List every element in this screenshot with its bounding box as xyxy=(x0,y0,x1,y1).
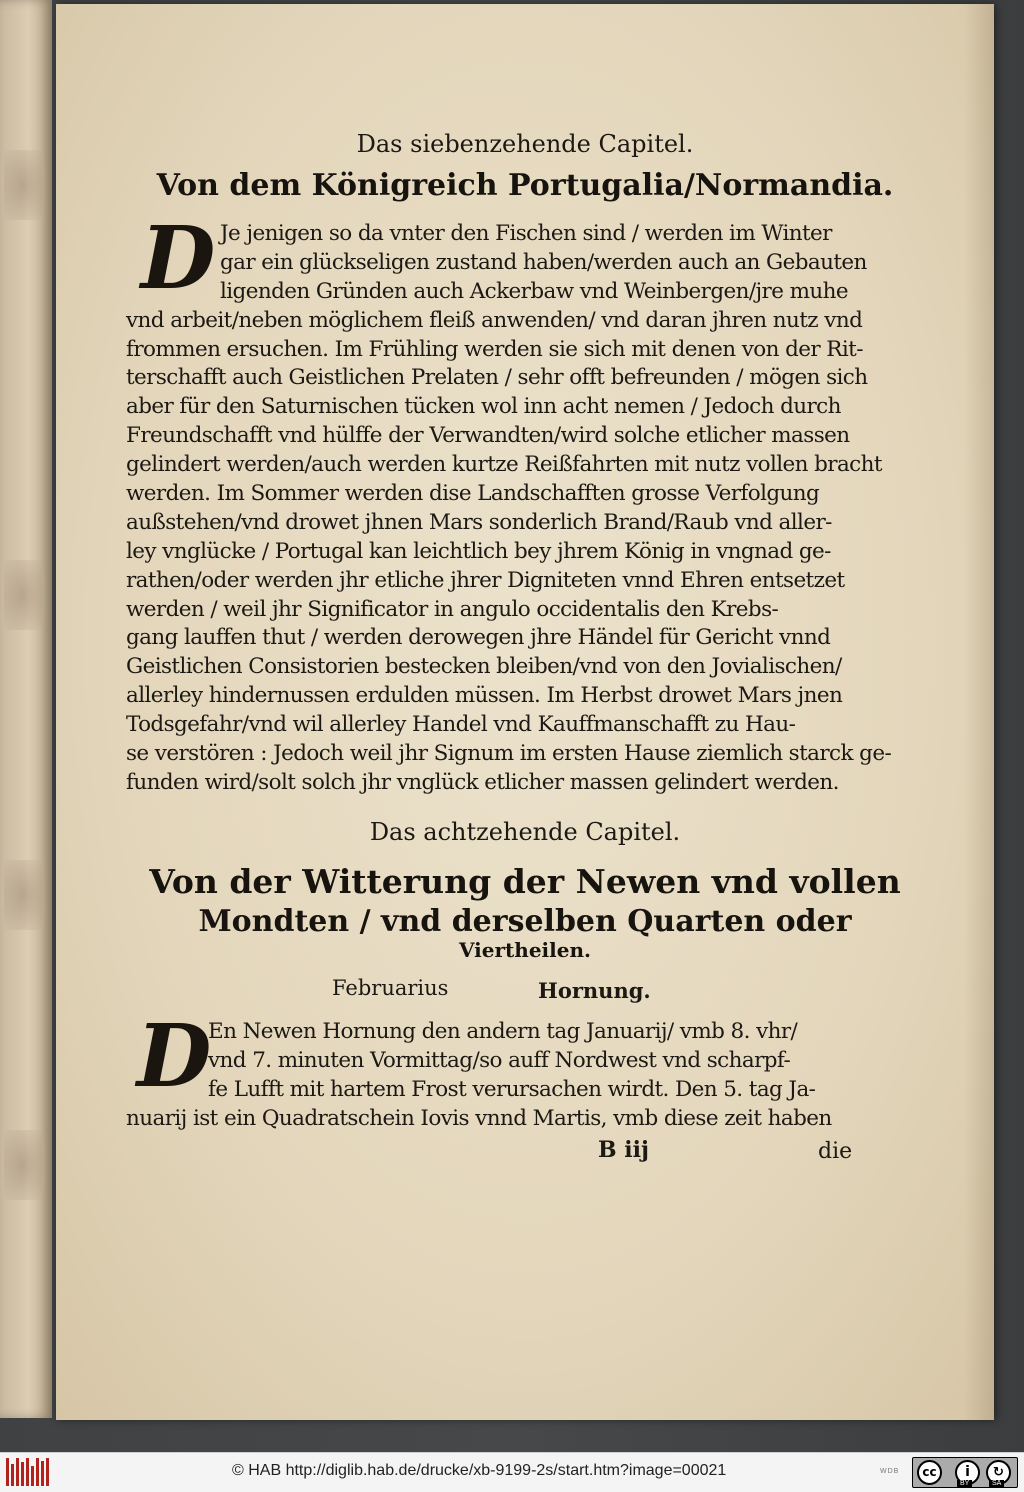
by-label: BY xyxy=(957,1480,972,1487)
chapter18-title-line1: Von der Witterung der Newen vnd vollen xyxy=(149,862,901,901)
ch17-line: aber für den Saturnischen tücken wol inn acht nemen / Jedoch durch xyxy=(126,394,841,420)
ch17-line: gelindert werden/auch werden kurtze Reißfahrten mit nutz vollen bracht xyxy=(126,452,882,478)
chapter18-title-line3: Viertheilen. xyxy=(459,938,591,962)
hab-logo-icon xyxy=(6,1458,50,1486)
ch18-line: fe Lufft mit hartem Frost verursachen wirdt. Den 5. tag Ja- xyxy=(208,1076,816,1102)
by-icon: i xyxy=(955,1460,980,1485)
chapter17-initial: D xyxy=(140,208,216,309)
ch17-line: ley vnglücke / Portugal kan leichtlich bey jhrem König in vngnad ge- xyxy=(126,538,831,564)
month-german: Hornung. xyxy=(538,978,651,1003)
ch17-line: gang lauffen thut / werden derowegen jhre Händel für Gericht vnnd xyxy=(126,625,831,651)
ch17-line: außstehen/vnd drowet jhnen Mars sonderlich Brand/Raub vnd aller- xyxy=(126,509,832,535)
footer-bar xyxy=(0,1452,1024,1492)
ch17-line: rathen/oder werden jhr etliche jhrer Digniteten vnnd Ehren entsetzet xyxy=(126,567,845,593)
chapter17-title: Von dem Königreich Portugalia/Normandia. xyxy=(156,168,894,203)
book-page xyxy=(56,4,994,1420)
cc-license-badge[interactable] xyxy=(912,1457,1018,1488)
ch17-line: Todsgefahr/vnd wil allerley Handel vnd Kauffmanschafft zu Hau- xyxy=(126,712,796,738)
chapter18-initial: D xyxy=(136,1006,212,1107)
copyright-link[interactable]: © HAB http://diglib.hab.de/drucke/xb-9199-2s/start.htm?image=00021 xyxy=(232,1462,727,1479)
chapter18-caption: Das achtzehende Capitel. xyxy=(369,818,681,846)
ch17-line: gar ein glückseligen zustand haben/werden auch an Gebauten xyxy=(220,249,867,275)
ch17-line: frommen ersuchen. Im Frühling werden sie sich mit denen von der Rit- xyxy=(126,336,863,362)
wdb-label: WDB xyxy=(880,1468,900,1475)
chapter18-title-line2: Mondten / vnd derselben Quarten oder xyxy=(198,904,852,939)
ch17-line: ligenden Gründen auch Ackerbaw vnd Weinbergen/jre muhe xyxy=(220,278,849,304)
cc-icon: cc xyxy=(917,1460,942,1485)
ch17-line: se verstören : Jedoch weil jhr Signum im ersten Hause ziemlich starck ge- xyxy=(126,741,892,767)
ch17-line: terschafft auch Geistlichen Prelaten / sehr offt befreunden / mögen sich xyxy=(126,365,868,391)
signature-mark: B iij xyxy=(598,1137,649,1163)
ch18-line: vnd 7. minuten Vormittag/so auff Nordwest vnd scharpf- xyxy=(208,1047,791,1073)
previous-page-edge xyxy=(0,0,52,1418)
ch17-line: werden / weil jhr Significator in angulo occidentalis den Krebs- xyxy=(126,596,779,622)
chapter18-paragraph xyxy=(126,1018,916,1134)
ch18-line: En Newen Hornung den andern tag Januarij/ vmb 8. vhr/ xyxy=(208,1019,798,1044)
ch17-line: Je jenigen so da vnter den Fischen sind / werden im Winter xyxy=(220,221,832,246)
sa-label: SA xyxy=(989,1480,1004,1487)
ch17-line: Freundschafft vnd hülffe der Verwandten/wird solche etlicher massen xyxy=(126,423,850,449)
catchword: die xyxy=(818,1139,853,1164)
chapter17-paragraph xyxy=(126,220,916,798)
ch17-line: werden. Im Sommer werden dise Landschafften grosse Verfolgung xyxy=(126,481,820,507)
sa-icon: ↻ xyxy=(986,1460,1011,1485)
ch17-line: funden wird/solt solch jhr vnglück etlicher massen gelindert werden. xyxy=(126,769,839,795)
ch17-line: vnd arbeit/neben möglichem fleiß anwenden/ vnd daran jhren nutz vnd xyxy=(126,307,863,333)
ch17-line: Geistlichen Consistorien bestecken bleiben/vnd von den Jovialischen/ xyxy=(126,654,842,680)
chapter17-caption: Das siebenzehende Capitel. xyxy=(356,130,694,158)
month-latin: Februarius xyxy=(332,976,449,1000)
ch17-line: allerley hindernussen erdulden müssen. Im Herbst drowet Mars jnen xyxy=(126,683,843,709)
ch18-line: nuarij ist ein Quadratschein Iovis vnnd Martis, vmb diese zeit haben xyxy=(126,1105,832,1131)
